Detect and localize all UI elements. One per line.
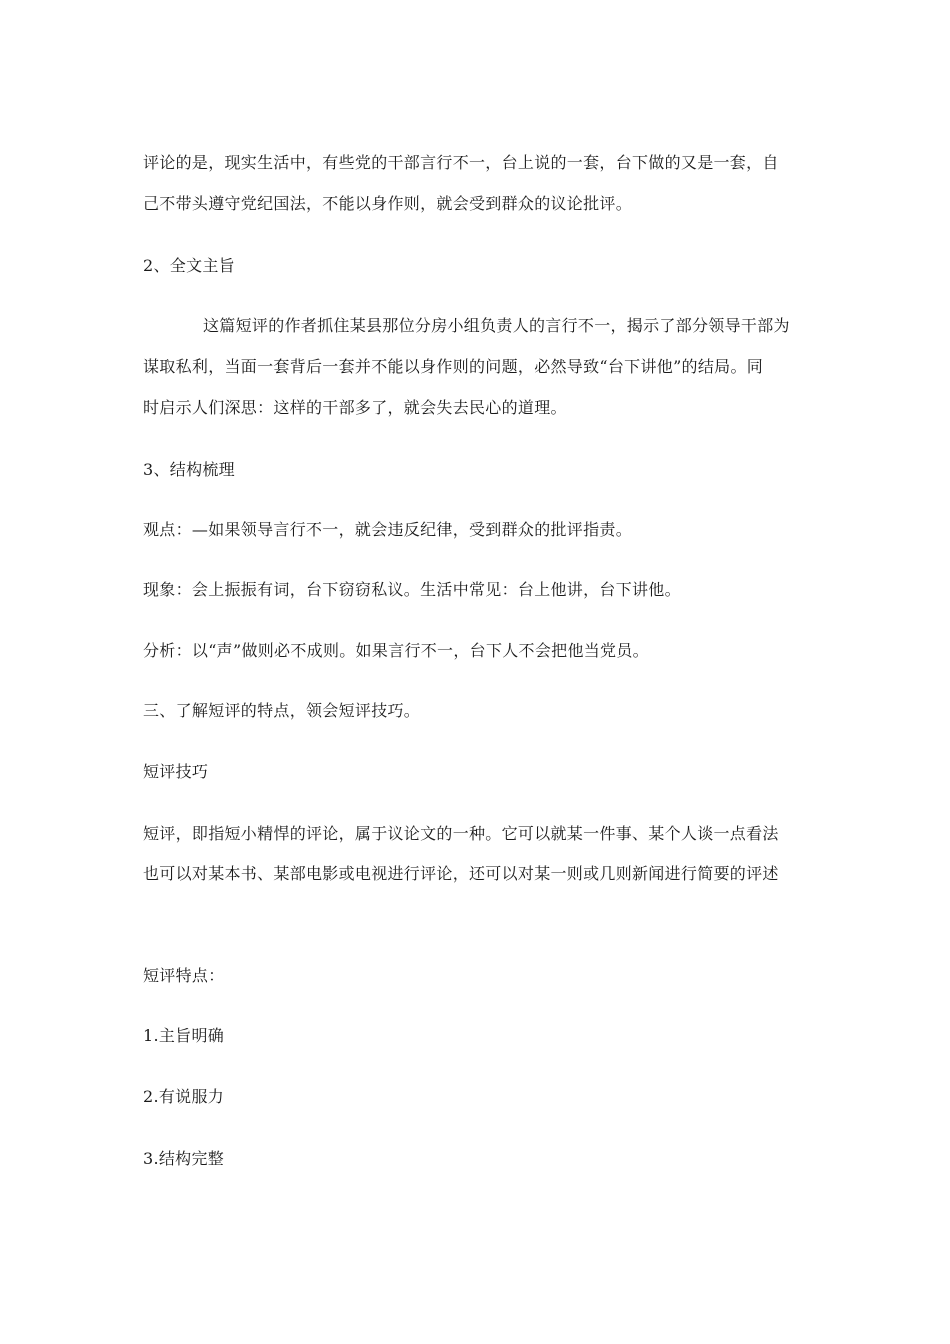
- section-heading: 短评特点：: [143, 966, 225, 985]
- list-item: 1.主旨明确: [143, 1026, 225, 1045]
- paragraph-line: 短评，即指短小精悍的评论，属于议论文的一种。它可以就某一件事、某个人谈一点看法: [143, 824, 779, 843]
- paragraph-line: 时启示人们深思：这样的干部多了，就会失去民心的道理。: [143, 398, 567, 417]
- paragraph-line: 也可以对某本书、某部电影或电视进行评论，还可以对某一则或几则新闻进行简要的评述: [143, 864, 779, 883]
- paragraph-line: 这篇短评的作者抓住某县那位分房小组负责人的言行不一，揭示了部分领导干部为: [203, 316, 790, 335]
- paragraph-line: 分析：以“声”做则必不成则。如果言行不一，台下人不会把他当党员。: [143, 641, 649, 660]
- section-heading: 2、全文主旨: [143, 256, 235, 275]
- list-item: 2.有说服力: [143, 1087, 225, 1106]
- paragraph-line: 现象：会上振振有词，台下窃窃私议。生活中常见：台上他讲，台下讲他。: [143, 580, 681, 599]
- section-heading: 三、了解短评的特点，领会短评技巧。: [143, 701, 421, 720]
- paragraph-line: 观点：—如果领导言行不一，就会违反纪律，受到群众的批评指责。: [143, 520, 633, 539]
- paragraph-line: 谋取私利，当面一套背后一套并不能以身作则的问题，必然导致“台下讲他”的结局。同: [143, 357, 764, 376]
- list-item: 3.结构完整: [143, 1149, 225, 1168]
- paragraph-line: 己不带头遵守党纪国法，不能以身作则，就会受到群众的议论批评。: [143, 194, 633, 213]
- section-heading: 短评技巧: [143, 762, 209, 781]
- paragraph-line: 评论的是，现实生活中，有些党的干部言行不一，台上说的一套，台下做的又是一套，自: [143, 153, 779, 172]
- section-heading: 3、结构梳理: [143, 460, 235, 479]
